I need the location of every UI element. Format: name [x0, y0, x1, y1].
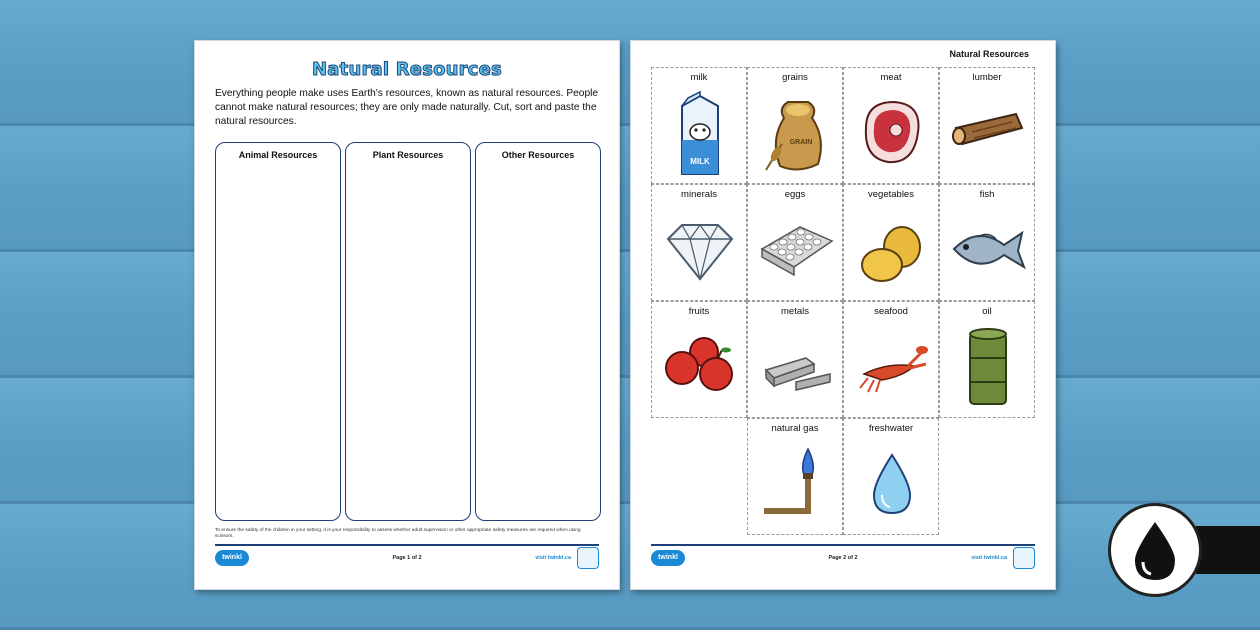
resource-card-grid	[651, 67, 1037, 537]
card-label: eggs	[784, 189, 806, 200]
worksheet-page-1	[194, 40, 620, 590]
card-vegetables[interactable]	[843, 184, 939, 301]
milk-carton-icon	[660, 88, 740, 178]
footer-divider	[215, 544, 599, 546]
grain-sack-icon	[756, 88, 836, 178]
diamond-icon	[660, 205, 740, 295]
intro-text: Everything people make uses Earth's resources, known as natural resources. People cannot make natural resources; they are only made naturally. Cut, sort and paste the natural resources.	[215, 88, 599, 127]
column-plant-resources	[345, 142, 471, 521]
card-fish[interactable]	[939, 184, 1035, 301]
apple-icon	[660, 322, 740, 412]
visit-link: visit twinkl.ca	[535, 555, 571, 561]
card-label: fruits	[688, 306, 710, 317]
card-label: seafood	[874, 306, 908, 317]
steak-icon	[852, 88, 932, 178]
lobster-icon	[852, 322, 932, 412]
oil-barrel-icon	[948, 322, 1028, 412]
icon-tab	[1196, 526, 1260, 574]
card-minerals[interactable]	[651, 184, 747, 301]
twinkl-logo: twinkl	[651, 550, 685, 566]
quality-badge-icon	[1013, 547, 1035, 569]
quality-badge-icon	[577, 547, 599, 569]
svg-text:MILK: MILK	[690, 157, 710, 166]
card-label: metals	[781, 306, 809, 317]
metal-bars-icon	[756, 322, 836, 412]
gas-flame-icon	[756, 439, 836, 529]
card-label: vegetables	[868, 189, 914, 200]
column-header: Other Resources	[501, 150, 575, 160]
svg-text:GRAIN: GRAIN	[789, 139, 813, 146]
card-metals[interactable]	[747, 301, 843, 418]
oil-drop-button[interactable]	[1108, 503, 1202, 597]
potato-icon	[852, 205, 932, 295]
card-meat[interactable]	[843, 67, 939, 184]
column-animal-resources	[215, 142, 341, 521]
card-natural-gas[interactable]	[747, 418, 843, 535]
page-title: Natural Resources	[312, 59, 502, 80]
card-seafood[interactable]	[843, 301, 939, 418]
card-eggs[interactable]	[747, 184, 843, 301]
oil-drop-icon	[1131, 520, 1179, 582]
card-label: natural gas	[771, 423, 819, 434]
card-label: freshwater	[868, 423, 914, 434]
footer-divider	[651, 544, 1035, 546]
card-oil[interactable]	[939, 301, 1035, 418]
log-icon	[948, 88, 1028, 178]
card-label: oil	[982, 306, 992, 317]
card-label: fish	[979, 189, 995, 200]
page-number: Page 2 of 2	[828, 555, 858, 561]
card-label: minerals	[681, 189, 717, 200]
card-label: lumber	[972, 72, 1002, 83]
fish-icon	[948, 205, 1028, 295]
egg-tray-icon	[756, 205, 836, 295]
sorting-columns	[215, 142, 601, 521]
visit-link: visit twinkl.ca	[971, 555, 1007, 561]
page-number: Page 1 of 2	[392, 555, 422, 561]
column-header: Animal Resources	[238, 150, 318, 160]
card-lumber[interactable]	[939, 67, 1035, 184]
page-header-title: Natural Resources	[949, 49, 1029, 59]
card-milk[interactable]	[651, 67, 747, 184]
card-label: milk	[690, 72, 708, 83]
twinkl-logo: twinkl	[215, 550, 249, 566]
column-header: Plant Resources	[372, 150, 444, 160]
worksheet-page-2	[630, 40, 1056, 590]
card-label: grains	[782, 72, 808, 83]
water-drop-icon	[852, 439, 932, 529]
safety-note: To ensure the safety of the children in your setting, it is your responsibility to assess whether adult supervision or other appropriate safety measures are required when using scissors.	[215, 528, 581, 539]
column-other-resources	[475, 142, 601, 521]
card-grains[interactable]	[747, 67, 843, 184]
card-label: meat	[880, 72, 902, 83]
card-freshwater[interactable]	[843, 418, 939, 535]
card-fruits[interactable]	[651, 301, 747, 418]
